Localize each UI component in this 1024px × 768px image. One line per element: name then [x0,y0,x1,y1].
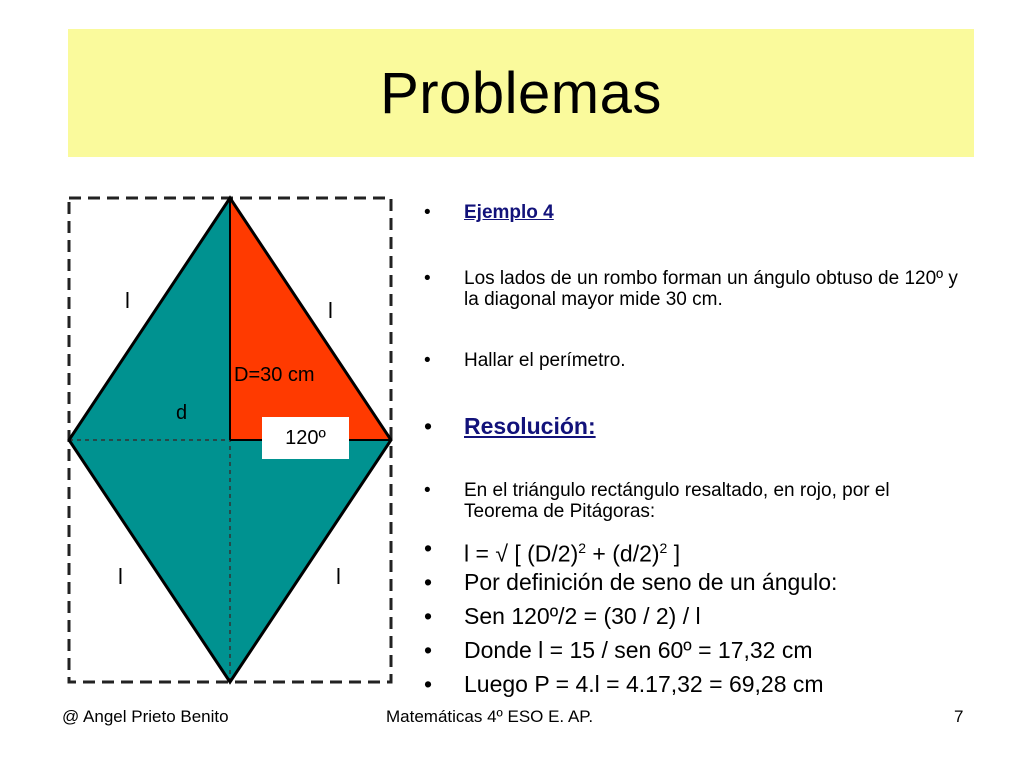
footer-course: Matemáticas 4º ESO E. AP. [386,707,594,726]
slide-title: Problemas [380,60,662,126]
bullet-dot: • [424,569,433,595]
resolution-step: En el triángulo rectángulo resaltado, en rojo, por el Teorema de Pitágoras: [464,480,890,522]
bullet-dot: • [424,268,431,289]
side-result: Donde l = 15 / sen 60º = 17,32 cm [464,637,813,663]
formula-prefix: l = √ [ (D/2) [464,540,579,567]
footer-author: @ Angel Prieto Benito [62,707,229,726]
bullet-dot: • [424,603,433,629]
side-label-bottom-right: l [336,564,341,589]
bullet-dot: • [424,637,433,663]
bullet-dot: • [424,413,433,439]
pythagoras-formula [464,534,964,568]
bullet-dot: • [424,535,433,561]
bullet-dot: • [424,671,433,697]
formula-middle: + (d/2) [586,540,660,567]
resolution-heading[interactable]: Resolución: [464,413,596,439]
problem-question: Hallar el perímetro. [464,350,626,371]
problem-statement: Los lados de un rombo forman un ángulo obtuso de 120º y la diagonal mayor mide 30 cm. [464,268,958,310]
sine-definition: Por definición de seno de un ángulo: [464,569,838,595]
bullet-dot: • [424,350,431,371]
footer-page-number: 7 [954,707,964,726]
angle-label: 120º [262,417,349,459]
formula-exponent: 2 [578,540,587,556]
side-label-top-right: l [328,298,333,323]
minor-diagonal-label: d [176,402,188,424]
major-diagonal-label: D=30 cm [234,364,315,386]
bullet-dot: • [424,202,431,223]
sine-equation: Sen 120º/2 = (30 / 2) / l [464,603,701,629]
perimeter-result: Luego P = 4.l = 4.17,32 = 69,28 cm [464,671,824,697]
formula-exponent: 2 [659,540,668,556]
side-label-bottom-left: l [118,564,123,589]
example-heading[interactable]: Ejemplo 4 [464,202,554,223]
bullet-dot: • [424,480,431,501]
formula-suffix: ] [667,540,681,567]
side-label-top-left: l [125,288,130,313]
